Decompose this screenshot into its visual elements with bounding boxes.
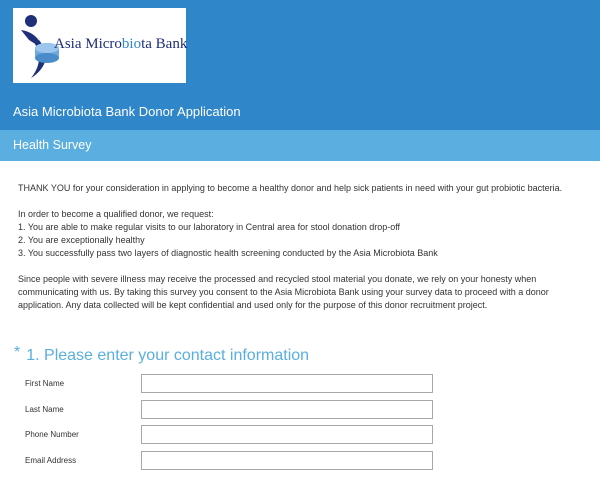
email-address-label: Email Address (25, 456, 77, 465)
intro-disclaimer: Since people with severe illness may receive the processed and recycled stool material you donate, we rely on your honesty when communicating with us. By taking this survey you consent to the Asia Microbiota Bank using your survey data to proceed with a donor application. Any data collected will be kept confidential and used only for the purpose of this donor recruitment project. (18, 274, 549, 310)
first-name-input[interactable] (141, 374, 433, 393)
logo (13, 8, 186, 83)
logo-text: Asia Microbiota Bank (54, 36, 188, 52)
first-name-label: First Name (25, 379, 65, 388)
page-header (0, 0, 600, 130)
required-marker: * (14, 344, 21, 361)
page-title: Asia Microbiota Bank Donor Application (13, 104, 241, 119)
last-name-label: Last Name (25, 405, 64, 414)
section-title: Health Survey (13, 138, 92, 152)
last-name-row (25, 400, 445, 420)
intro-thanks: THANK YOU for your consideration in applying to become a healthy donor and help sick patients in need with your gut probiotic bacteria. (18, 183, 563, 193)
last-name-input[interactable] (141, 400, 433, 419)
email-address-row (25, 451, 445, 471)
requirements-intro: In order to become a qualified donor, we request: (18, 209, 214, 219)
question-text: 1. Please enter your contact information (26, 347, 310, 364)
email-address-input[interactable] (141, 451, 433, 470)
question-1-title (14, 344, 310, 365)
phone-number-row (25, 425, 445, 445)
requirement-item: 3. You successfully pass two layers of diagnostic health screening conducted by the Asia Microbiota Bank (18, 248, 438, 258)
phone-number-label: Phone Number (25, 430, 79, 439)
intro-text (18, 182, 588, 325)
phone-number-input[interactable] (141, 425, 433, 444)
first-name-row (25, 374, 445, 394)
section-bar (0, 130, 600, 161)
requirement-item: 2. You are exceptionally healthy (18, 235, 145, 245)
requirement-item: 1. You are able to make regular visits to our laboratory in Central area for stool donation drop-off (18, 222, 401, 232)
